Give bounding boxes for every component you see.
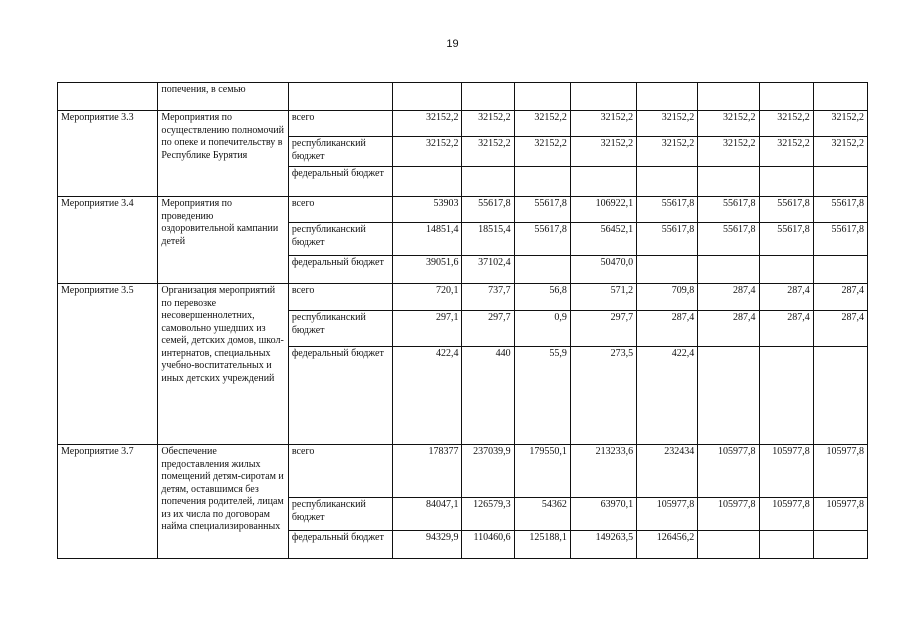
value-cell: 287,4 bbox=[759, 311, 813, 347]
table-row bbox=[58, 445, 868, 498]
value-cell: 55617,8 bbox=[637, 197, 698, 223]
value-cell bbox=[393, 167, 462, 197]
table-row bbox=[58, 111, 868, 137]
value-cell: 32152,2 bbox=[759, 137, 813, 167]
value-cell: 178377 bbox=[393, 445, 462, 498]
budget-table-body bbox=[58, 83, 868, 559]
continuation-empty-cell bbox=[637, 83, 698, 111]
continuation-empty-cell bbox=[288, 83, 392, 111]
funding-source-cell: всего bbox=[288, 197, 392, 223]
value-cell: 39051,6 bbox=[393, 256, 462, 284]
value-cell: 440 bbox=[462, 347, 514, 445]
event-cell: Мероприятие 3.4 bbox=[58, 197, 158, 284]
continuation-empty-cell bbox=[698, 83, 759, 111]
value-cell bbox=[514, 256, 570, 284]
page-number: 19 bbox=[446, 38, 459, 50]
value-cell: 37102,4 bbox=[462, 256, 514, 284]
value-cell: 32152,2 bbox=[698, 137, 759, 167]
value-cell bbox=[813, 347, 867, 445]
value-cell bbox=[698, 256, 759, 284]
continuation-description-cell: попечения, в семью bbox=[158, 83, 288, 111]
value-cell: 105977,8 bbox=[813, 445, 867, 498]
value-cell: 32152,2 bbox=[759, 111, 813, 137]
value-cell: 32152,2 bbox=[514, 137, 570, 167]
value-cell: 55617,8 bbox=[514, 197, 570, 223]
value-cell: 571,2 bbox=[570, 284, 636, 311]
value-cell: 55617,8 bbox=[698, 223, 759, 256]
value-cell bbox=[698, 167, 759, 197]
continuation-empty-cell bbox=[462, 83, 514, 111]
event-cell: Мероприятие 3.5 bbox=[58, 284, 158, 445]
value-cell bbox=[514, 167, 570, 197]
value-cell: 50470,0 bbox=[570, 256, 636, 284]
description-cell: Мероприятия по проведению оздоровительной кампании детей bbox=[158, 197, 288, 284]
description-cell: Обеспечение предоставления жилых помещений детям-сиротам и детям, оставшимся без попечения родителей, лицам из их числа по договорам найма специализированных bbox=[158, 445, 288, 559]
value-cell: 105977,8 bbox=[759, 498, 813, 531]
funding-source-cell: республиканский бюджет bbox=[288, 137, 392, 167]
description-cell: Организация мероприятий по перевозке несовершеннолетних, самовольно ушедших из семей, детских домов, школ-интернатов, специальных учебно-воспитательных и иных детских учреждений bbox=[158, 284, 288, 445]
table-row bbox=[58, 197, 868, 223]
value-cell: 106922,1 bbox=[570, 197, 636, 223]
continuation-empty-cell bbox=[813, 83, 867, 111]
value-cell: 0,9 bbox=[514, 311, 570, 347]
value-cell: 55617,8 bbox=[462, 197, 514, 223]
funding-source-cell: всего bbox=[288, 111, 392, 137]
value-cell: 56,8 bbox=[514, 284, 570, 311]
funding-source-cell: республиканский бюджет bbox=[288, 498, 392, 531]
value-cell: 105977,8 bbox=[698, 445, 759, 498]
funding-source-cell: республиканский бюджет bbox=[288, 223, 392, 256]
value-cell bbox=[462, 167, 514, 197]
continuation-empty-cell bbox=[514, 83, 570, 111]
value-cell: 287,4 bbox=[813, 311, 867, 347]
value-cell: 105977,8 bbox=[813, 498, 867, 531]
funding-source-cell: федеральный бюджет bbox=[288, 347, 392, 445]
value-cell: 55617,8 bbox=[813, 197, 867, 223]
value-cell bbox=[637, 256, 698, 284]
value-cell: 213233,6 bbox=[570, 445, 636, 498]
description-cell: Мероприятия по осуществлению полномочий по опеке и попечительству в Республике Бурятия bbox=[158, 111, 288, 197]
funding-source-cell: республиканский бюджет bbox=[288, 311, 392, 347]
value-cell: 149263,5 bbox=[570, 531, 636, 559]
value-cell: 273,5 bbox=[570, 347, 636, 445]
value-cell: 32152,2 bbox=[813, 111, 867, 137]
value-cell: 110460,6 bbox=[462, 531, 514, 559]
value-cell: 720,1 bbox=[393, 284, 462, 311]
value-cell: 55617,8 bbox=[637, 223, 698, 256]
value-cell bbox=[698, 347, 759, 445]
value-cell: 55617,8 bbox=[759, 197, 813, 223]
value-cell: 55617,8 bbox=[698, 197, 759, 223]
value-cell: 32152,2 bbox=[637, 111, 698, 137]
value-cell: 32152,2 bbox=[462, 137, 514, 167]
value-cell: 32152,2 bbox=[813, 137, 867, 167]
value-cell: 32152,2 bbox=[570, 137, 636, 167]
value-cell: 18515,4 bbox=[462, 223, 514, 256]
value-cell: 32152,2 bbox=[514, 111, 570, 137]
value-cell: 32152,2 bbox=[637, 137, 698, 167]
value-cell: 105977,8 bbox=[759, 445, 813, 498]
value-cell: 105977,8 bbox=[637, 498, 698, 531]
value-cell bbox=[698, 531, 759, 559]
continuation-empty-cell bbox=[393, 83, 462, 111]
value-cell: 32152,2 bbox=[698, 111, 759, 137]
value-cell: 287,4 bbox=[698, 284, 759, 311]
value-cell bbox=[813, 167, 867, 197]
value-cell: 32152,2 bbox=[393, 137, 462, 167]
funding-source-cell: федеральный бюджет bbox=[288, 531, 392, 559]
value-cell: 14851,4 bbox=[393, 223, 462, 256]
value-cell bbox=[759, 531, 813, 559]
value-cell bbox=[813, 531, 867, 559]
value-cell bbox=[759, 347, 813, 445]
value-cell: 125188,1 bbox=[514, 531, 570, 559]
value-cell: 179550,1 bbox=[514, 445, 570, 498]
value-cell: 32152,2 bbox=[393, 111, 462, 137]
value-cell: 55,9 bbox=[514, 347, 570, 445]
value-cell: 422,4 bbox=[637, 347, 698, 445]
continuation-row bbox=[58, 83, 868, 111]
funding-source-cell: федеральный бюджет bbox=[288, 167, 392, 197]
value-cell: 55617,8 bbox=[759, 223, 813, 256]
continuation-empty-cell bbox=[570, 83, 636, 111]
event-cell: Мероприятие 3.3 bbox=[58, 111, 158, 197]
table-row bbox=[58, 284, 868, 311]
value-cell: 287,4 bbox=[698, 311, 759, 347]
value-cell: 126456,2 bbox=[637, 531, 698, 559]
value-cell: 297,1 bbox=[393, 311, 462, 347]
value-cell bbox=[759, 167, 813, 197]
value-cell: 237039,9 bbox=[462, 445, 514, 498]
value-cell: 297,7 bbox=[462, 311, 514, 347]
value-cell: 54362 bbox=[514, 498, 570, 531]
value-cell bbox=[637, 167, 698, 197]
value-cell: 55617,8 bbox=[514, 223, 570, 256]
funding-source-cell: всего bbox=[288, 445, 392, 498]
continuation-event-cell bbox=[58, 83, 158, 111]
continuation-empty-cell bbox=[759, 83, 813, 111]
value-cell: 709,8 bbox=[637, 284, 698, 311]
value-cell: 94329,9 bbox=[393, 531, 462, 559]
value-cell: 32152,2 bbox=[462, 111, 514, 137]
value-cell: 287,4 bbox=[759, 284, 813, 311]
value-cell: 84047,1 bbox=[393, 498, 462, 531]
funding-source-cell: федеральный бюджет bbox=[288, 256, 392, 284]
value-cell: 422,4 bbox=[393, 347, 462, 445]
value-cell: 105977,8 bbox=[698, 498, 759, 531]
value-cell: 126579,3 bbox=[462, 498, 514, 531]
value-cell: 287,4 bbox=[813, 284, 867, 311]
value-cell bbox=[813, 256, 867, 284]
value-cell bbox=[570, 167, 636, 197]
value-cell bbox=[759, 256, 813, 284]
value-cell: 56452,1 bbox=[570, 223, 636, 256]
funding-source-cell: всего bbox=[288, 284, 392, 311]
budget-table bbox=[57, 82, 868, 559]
value-cell: 737,7 bbox=[462, 284, 514, 311]
value-cell: 53903 bbox=[393, 197, 462, 223]
value-cell: 63970,1 bbox=[570, 498, 636, 531]
value-cell: 232434 bbox=[637, 445, 698, 498]
value-cell: 297,7 bbox=[570, 311, 636, 347]
value-cell: 55617,8 bbox=[813, 223, 867, 256]
event-cell: Мероприятие 3.7 bbox=[58, 445, 158, 559]
value-cell: 287,4 bbox=[637, 311, 698, 347]
value-cell: 32152,2 bbox=[570, 111, 636, 137]
